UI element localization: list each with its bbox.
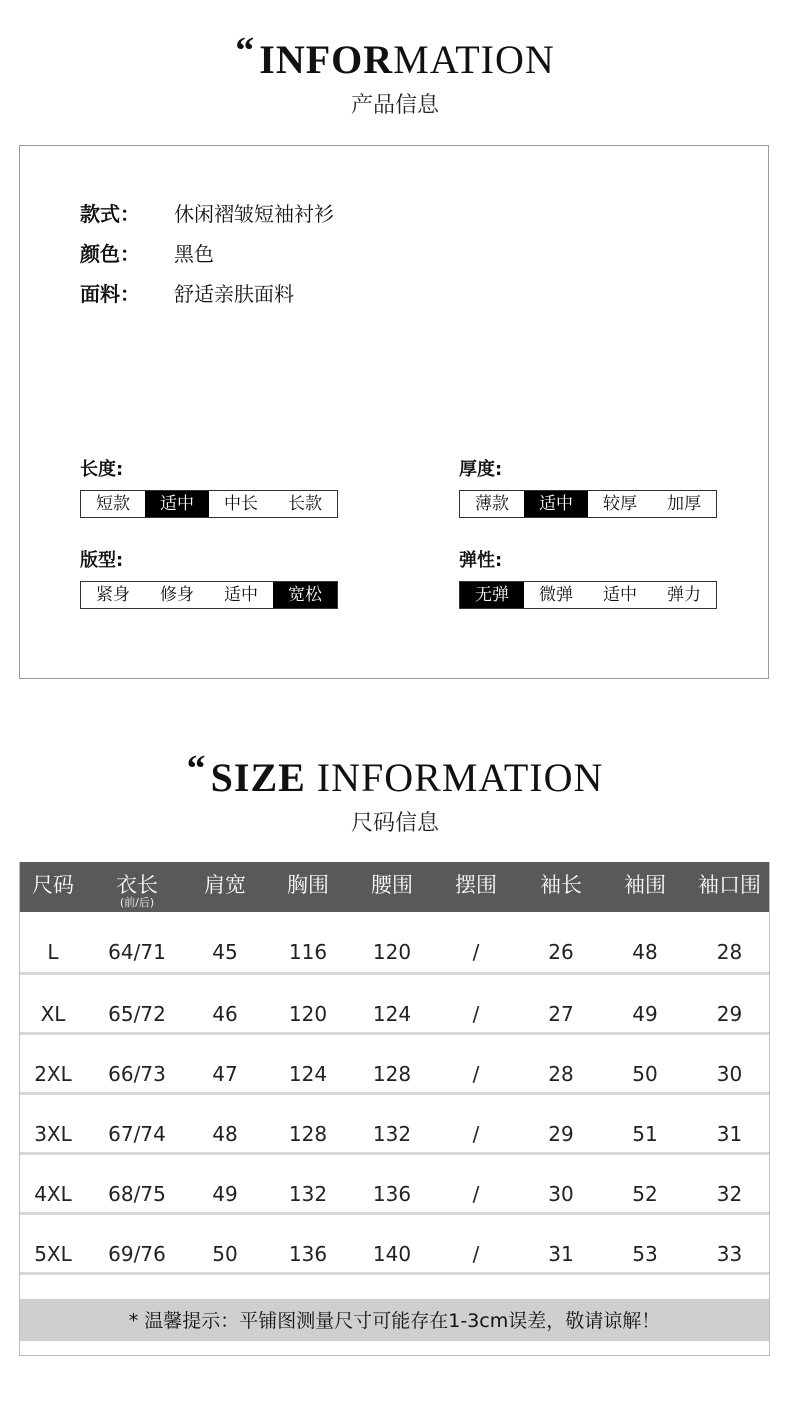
- attr-value: 休闲褶皱短袖衬衫: [174, 202, 334, 226]
- table-cell: 49: [212, 1182, 238, 1206]
- col-header-sleeve-width: 袖围: [624, 873, 666, 897]
- table-cell: 132: [372, 1122, 412, 1146]
- scale-option-selected: 无弹: [460, 582, 524, 608]
- table-cell: 26: [548, 940, 574, 964]
- quote-mark: “: [186, 748, 207, 790]
- table-cell: 128: [288, 1122, 328, 1146]
- col-header-length-sub: (前/后): [119, 896, 155, 909]
- scale-bar: [459, 581, 717, 609]
- attr-value: 舒适亲肤面料: [174, 282, 294, 306]
- product-info-title: [0, 30, 790, 83]
- table-row: [19, 1035, 770, 1095]
- attr-color: [80, 239, 214, 269]
- scale-option: 长款: [288, 494, 322, 514]
- col-header-waist: 腰围: [371, 873, 413, 897]
- table-cell: 132: [288, 1182, 328, 1206]
- table-cell: 47: [212, 1062, 238, 1086]
- size-table-header: [19, 862, 770, 912]
- scale-thickness: [459, 456, 717, 518]
- table-cell: L: [47, 940, 59, 964]
- col-header-hem: 摆围: [455, 873, 497, 897]
- table-cell: 49: [632, 1002, 658, 1026]
- scale-bar: [459, 490, 717, 518]
- col-header-shoulder: 肩宽: [204, 873, 246, 897]
- table-row: [19, 1155, 770, 1215]
- attr-key: 面料：: [80, 282, 140, 306]
- table-cell: /: [472, 1242, 480, 1266]
- table-cell: 31: [716, 1122, 743, 1146]
- scale-option: 微弹: [539, 585, 573, 605]
- attr-key: 颜色：: [80, 242, 140, 266]
- scale-option: 薄款: [475, 494, 509, 514]
- table-cell: 64/71: [108, 940, 166, 964]
- table-cell: XL: [40, 1002, 66, 1026]
- scale-label: 厚度:: [459, 459, 503, 480]
- table-cell: 4XL: [34, 1182, 72, 1206]
- table-cell: 51: [632, 1122, 658, 1146]
- tip-note: * 温馨提示：平铺图测量尺寸可能存在1-3cm误差，敬请谅解！: [19, 1299, 770, 1341]
- product-info-box: [19, 145, 769, 679]
- scale-option: 加厚: [667, 494, 701, 514]
- scale-elasticity: [459, 547, 717, 609]
- table-cell: 3XL: [34, 1122, 72, 1146]
- scale-option: 较厚: [603, 494, 637, 514]
- scale-length: [80, 456, 338, 518]
- table-cell: 68/75: [108, 1182, 166, 1206]
- table-cell: /: [472, 1182, 480, 1206]
- table-cell: 32: [716, 1182, 743, 1206]
- scale-option: 适中: [603, 585, 637, 605]
- size-table: [19, 862, 770, 1341]
- table-cell: 116: [288, 940, 328, 964]
- table-cell: 27: [548, 1002, 574, 1026]
- attr-style: [80, 199, 334, 229]
- table-cell: 29: [716, 1002, 743, 1026]
- table-cell: /: [472, 1062, 480, 1086]
- col-header-cuff: 袖口围: [698, 873, 761, 897]
- scale-option: 短款: [96, 494, 130, 514]
- table-cell: 124: [288, 1062, 328, 1086]
- table-cell: 128: [372, 1062, 412, 1086]
- scale-option: 适中: [224, 585, 258, 605]
- scale-fit: [80, 547, 338, 609]
- table-cell: 136: [372, 1182, 412, 1206]
- scale-label: 弹性:: [459, 550, 503, 571]
- title-rest-part: INFORMATION: [316, 755, 604, 800]
- table-row: [19, 912, 770, 975]
- table-cell: 48: [632, 940, 658, 964]
- table-cell: 120: [288, 1002, 328, 1026]
- scale-option: 中长: [224, 494, 258, 514]
- table-cell: 48: [212, 1122, 238, 1146]
- table-cell: 31: [548, 1242, 574, 1266]
- table-cell: 124: [372, 1002, 412, 1026]
- col-header-length-label: 衣长: [116, 873, 158, 897]
- attr-key: 款式：: [80, 202, 140, 226]
- scale-option-selected: 宽松: [273, 582, 337, 608]
- table-cell: 67/74: [108, 1122, 166, 1146]
- table-cell: 46: [212, 1002, 238, 1026]
- table-cell: 50: [632, 1062, 658, 1086]
- table-cell: 136: [288, 1242, 328, 1266]
- scale-bar: [80, 490, 338, 518]
- table-cell: 120: [372, 940, 412, 964]
- table-cell: 66/73: [108, 1062, 166, 1086]
- table-spacer: [19, 1275, 770, 1299]
- table-cell: 30: [548, 1182, 574, 1206]
- scale-label: 长度:: [80, 459, 124, 480]
- table-row: [19, 1215, 770, 1275]
- title-bold-part: INFOR: [259, 37, 394, 82]
- table-cell: /: [472, 1002, 480, 1026]
- scale-option-selected: 适中: [524, 491, 588, 517]
- scale-label: 版型:: [80, 550, 124, 571]
- title-bold-part: SIZE: [210, 755, 306, 800]
- table-row: [19, 1095, 770, 1155]
- col-header-length: [87, 862, 187, 912]
- table-cell: 52: [632, 1182, 658, 1206]
- product-info-subtitle: 产品信息: [350, 93, 439, 118]
- quote-mark: “: [235, 30, 256, 72]
- table-cell: 5XL: [34, 1242, 72, 1266]
- table-cell: /: [472, 1122, 480, 1146]
- col-header-chest: 胸围: [287, 873, 329, 897]
- size-table-body: [19, 912, 770, 1275]
- scale-bar: [80, 581, 338, 609]
- scale-option-selected: 适中: [145, 491, 209, 517]
- size-info-title: [0, 748, 790, 801]
- col-header-size: 尺码: [32, 873, 74, 897]
- table-cell: 65/72: [108, 1002, 166, 1026]
- scale-option: 弹力: [667, 585, 701, 605]
- scale-option: 紧身: [96, 585, 130, 605]
- table-cell: 2XL: [34, 1062, 72, 1086]
- table-cell: 69/76: [108, 1242, 166, 1266]
- table-cell: 53: [632, 1242, 658, 1266]
- attr-value: 黑色: [174, 242, 214, 266]
- table-cell: 30: [716, 1062, 743, 1086]
- table-cell: /: [472, 940, 480, 964]
- attr-fabric: [80, 279, 294, 309]
- col-header-sleeve-length: 袖长: [540, 873, 582, 897]
- table-row: [19, 975, 770, 1035]
- table-cell: 50: [212, 1242, 238, 1266]
- scale-option: 修身: [160, 585, 194, 605]
- size-info-subtitle: 尺码信息: [350, 811, 439, 836]
- table-cell: 140: [372, 1242, 412, 1266]
- table-cell: 28: [716, 940, 743, 964]
- table-cell: 45: [212, 940, 238, 964]
- title-rest-part: MATION: [393, 37, 555, 82]
- table-cell: 33: [716, 1242, 743, 1266]
- table-cell: 28: [548, 1062, 574, 1086]
- table-cell: 29: [548, 1122, 574, 1146]
